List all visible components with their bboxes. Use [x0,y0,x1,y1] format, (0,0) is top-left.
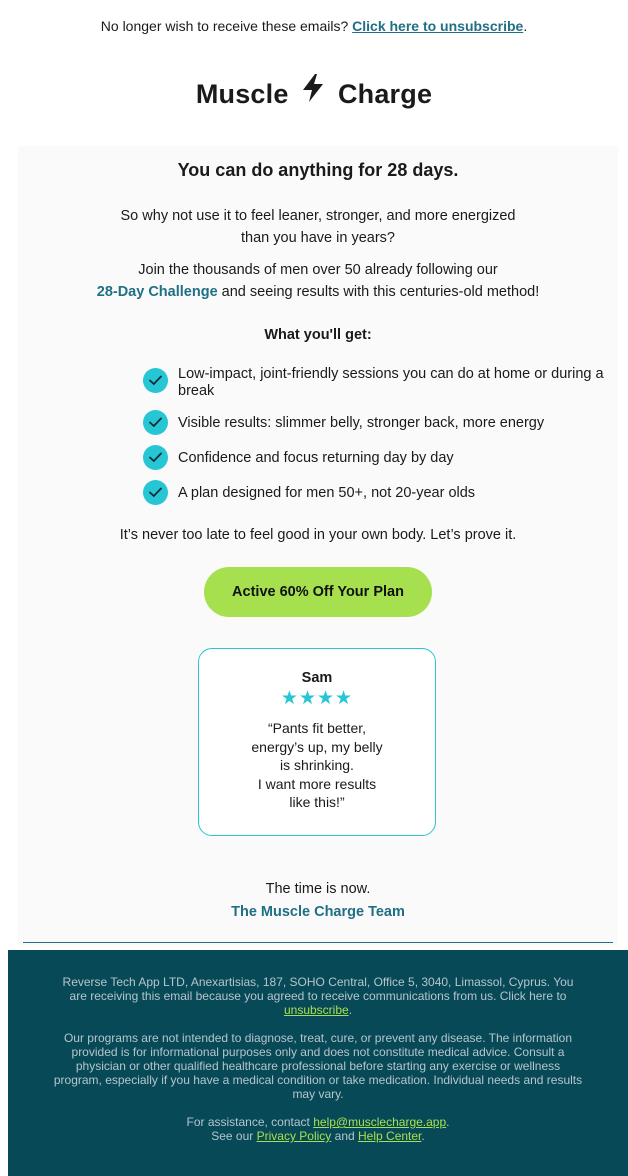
testimonial-quote: “Pants fit better, energy’s up, my belly is shrinking. I want more results like this!” [251,720,383,810]
join-paragraph [18,259,618,303]
benefit-text: A plan designed for men 50+, not 20-year olds [178,485,476,501]
preheader [0,17,628,35]
intro-line-1: So why not use it to feel leaner, stronger, and more energized [120,208,516,224]
check-circle-icon [143,368,168,393]
see-suffix: . [421,1129,425,1143]
benefit-text: Low-impact, joint-friendly sessions you can do at home or during a break [178,366,604,399]
join-line-1: Join the thousands of men over 50 already following our [138,262,498,278]
check-circle-icon [143,445,168,470]
testimonial-name: Sam [301,670,333,686]
team-signature: The Muscle Charge Team [231,904,405,920]
footer-address [53,975,583,1017]
intro-line-2: than you have in years? [241,230,395,246]
testimonial-card [198,648,436,836]
headline: You can do anything for 28 days. [177,160,459,180]
footer-disclaimer: Our programs are not intended to diagnose, treat, cure, or prevent any disease. The information provided is for informational purposes only and does not constitute medical advice. Consult a physician or other qualified healthcare professional before starting any exercise or wellness program, especially if you have a medical condition or take medication. Individual needs and results may vary. [53,1031,583,1101]
footer [8,950,628,1176]
support-email-link[interactable]: help@musclecharge.app [313,1115,447,1129]
preheader-suffix: . [523,18,528,34]
benefit-text: Confidence and focus returning day by day [178,450,454,466]
footer-address-suffix: . [348,1003,353,1017]
benefit-text: Visible results: slimmer belly, stronger back, more energy [178,415,545,431]
check-circle-icon [143,480,168,505]
benefits-title: What you'll get: [264,327,372,343]
star-rating-icon: ★★★★ [280,688,354,709]
logo-text-right: Charge [337,79,433,109]
challenge-highlight: 28-Day Challenge [96,284,218,300]
unsubscribe-link[interactable]: Click here to unsubscribe [352,18,524,34]
check-circle-icon [143,410,168,435]
footer-unsubscribe-link[interactable]: unsubscribe [283,1003,349,1017]
signoff-line: The time is now. [265,881,371,897]
lightning-bolt-icon [302,74,324,111]
help-center-link[interactable]: Help Center [358,1129,422,1143]
closing-text: It’s never too late to feel good in your own body. Let’s prove it. [119,527,517,543]
assist-suffix: . [446,1115,450,1129]
section-divider [23,942,613,943]
intro-paragraph [18,205,618,249]
privacy-policy-link[interactable]: Privacy Policy [256,1129,332,1143]
assist-prefix: For assistance, contact [186,1115,314,1129]
footer-address-text: Reverse Tech App LTD, Anexartisias, 187, SOHO Central, Office 5, 3040, Limassol, Cyprus. You are receiving this email because you agreed to receive communications from us. Click here to [62,975,574,1003]
preheader-text: No longer wish to receive these emails? [100,18,349,34]
footer-assistance [53,1115,583,1143]
brand-logo [0,76,628,114]
logo-text-left: Muscle [195,79,289,109]
join-line-2: and seeing results with this centuries-old method! [217,284,540,300]
and-text: and [331,1129,359,1143]
see-prefix: See our [211,1129,257,1143]
cta-button[interactable]: Active 60% Off Your Plan [204,567,432,617]
